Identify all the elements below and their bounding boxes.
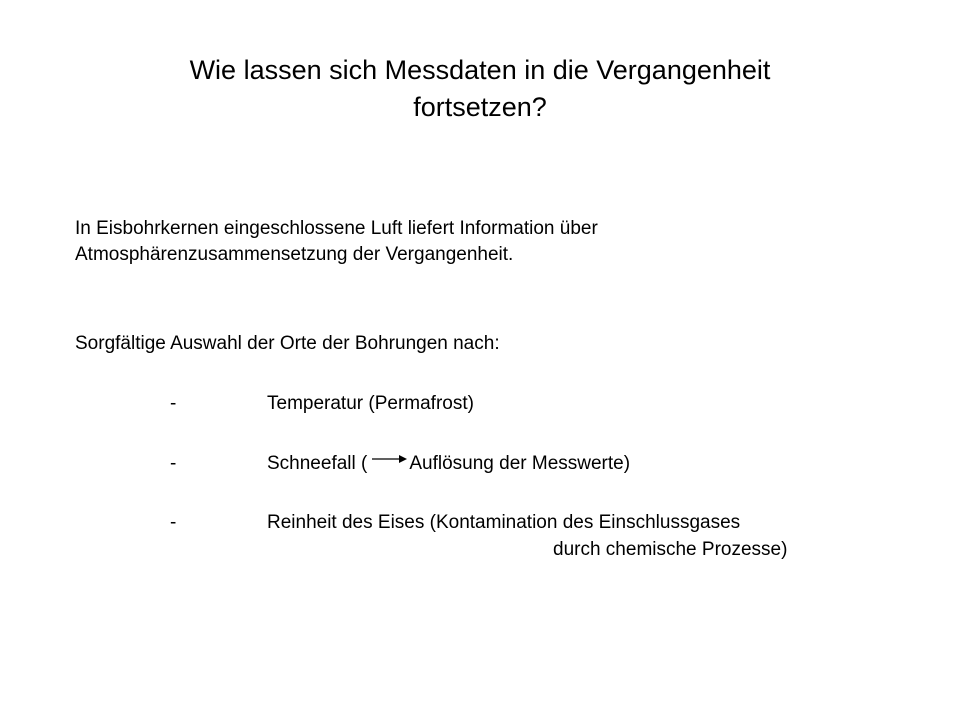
resolution-text: Auflösung der Messwerte): [409, 453, 631, 474]
slide-title: [80, 52, 880, 126]
list-item-text: [267, 451, 630, 477]
bullet-dash: -: [170, 393, 177, 414]
slide-title-line-1: Wie lassen sich Messdaten in die Vergangenheit: [189, 55, 771, 85]
slide-title-line-2: fortsetzen?: [413, 92, 547, 122]
intro-paragraph: [75, 216, 598, 268]
snowfall-text: Schneefall (: [267, 453, 368, 474]
intro-line-1: In Eisbohrkernen eingeschlossene Luft liefert Information über: [75, 218, 598, 239]
bullet-dash: -: [170, 512, 177, 533]
intro-line-2: Atmosphärenzusammensetzung der Vergangenheit.: [75, 244, 514, 265]
list-item-text: Temperatur (Permafrost): [267, 393, 474, 414]
list-item-continuation: durch chemische Prozesse): [553, 539, 788, 560]
criteria-heading: Sorgfältige Auswahl der Orte der Bohrungen nach:: [75, 333, 500, 354]
bullet-dash: -: [170, 453, 177, 474]
list-item-text: Reinheit des Eises (Kontamination des Einschlussgases: [267, 512, 741, 533]
right-arrow-icon: [371, 453, 407, 465]
